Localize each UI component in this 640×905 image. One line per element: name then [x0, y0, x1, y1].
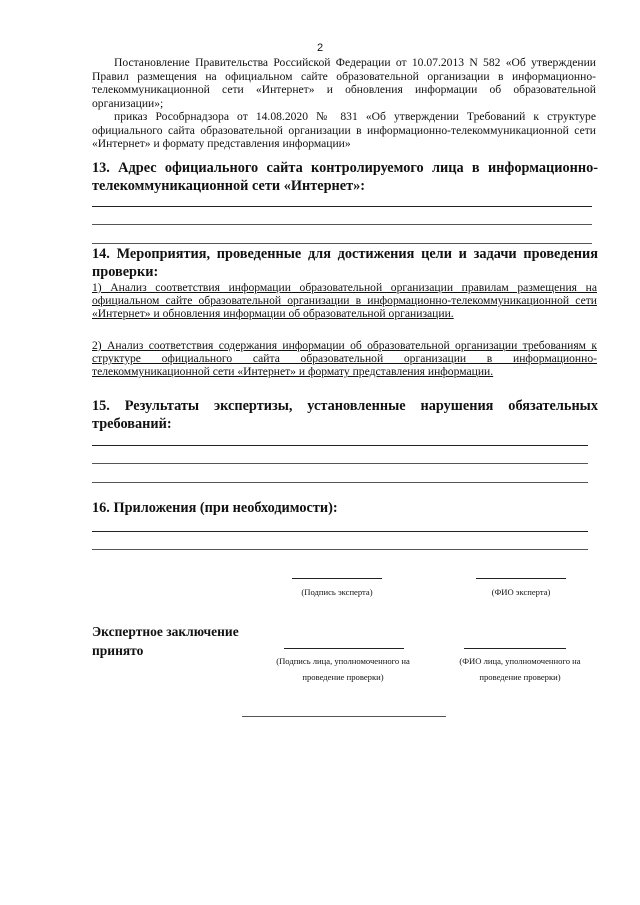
authorized-signature-caption: (Подпись лица, уполномоченного на проведение проверки)	[276, 656, 410, 682]
authorized-name-caption: (ФИО лица, уполномоченного на проведение проверки)	[459, 656, 581, 682]
section-15-answer-line-3	[92, 482, 588, 483]
section-16-answer-line-1	[92, 531, 588, 532]
expert-signature-line	[292, 578, 382, 579]
section-15-heading: 15. Результаты экспертизы, установленные нарушения обязательных требований:	[92, 398, 598, 432]
conclusion-accepted-label: Экспертное заключение принято	[92, 624, 239, 658]
section-14-heading: 14. Мероприятия, проведенные для достижения цели и задачи проведения проверки:	[92, 246, 598, 280]
authorized-name-line	[464, 648, 566, 649]
expert-name-line	[476, 578, 566, 579]
expert-signature-caption: (Подпись эксперта)	[301, 587, 373, 597]
bottom-line	[242, 716, 446, 717]
section-13-answer-line-1	[92, 206, 592, 207]
section-16-heading: 16. Приложения (при необходимости):	[92, 500, 338, 516]
section-14-item-2: 2) Анализ соответствия содержания информации об образовательной организации требованиям к структуре официального сайта образовательной организации в информационно-телекоммуникационной сети «Интернет» и формату представления информации.	[92, 339, 597, 379]
section-13-answer-line-3	[92, 243, 592, 244]
section-13-heading: 13. Адрес официального сайта контролируемого лица в информационно-телекоммуникационной сети «Интернет»:	[92, 160, 598, 194]
legal-basis-paragraph-1: Постановление Правительства Российской Федерации от 10.07.2013 N 582 «Об утверждении Правил размещения на официальном сайте образовательной организации в информационно-телекоммуникационной сети «Интернет» и обновления информации об образовательной организации»;	[92, 56, 596, 110]
section-14-item-1: 1) Анализ соответствия информации образовательной организации правилам размещения на официальном сайте образовательной организации в информационно-телекоммуникационной сети «Интернет» и обновления информации об образовательной организации.	[92, 281, 597, 321]
section-13-answer-line-2	[92, 224, 592, 225]
authorized-signature-line	[284, 648, 404, 649]
legal-basis-paragraph-2: приказ Рособрнадзора от 14.08.2020 № 831 «Об утверждении Требований к структуре официального сайта образовательной организации в информационно-телекоммуникационной сети «Интернет» и формату представления информации»	[92, 110, 596, 150]
section-16-answer-line-2	[92, 549, 588, 550]
section-15-answer-line-2	[92, 463, 588, 464]
expert-name-caption: (ФИО эксперта)	[491, 587, 551, 597]
page-number: 2	[316, 42, 324, 54]
section-15-answer-line-1	[92, 445, 588, 446]
